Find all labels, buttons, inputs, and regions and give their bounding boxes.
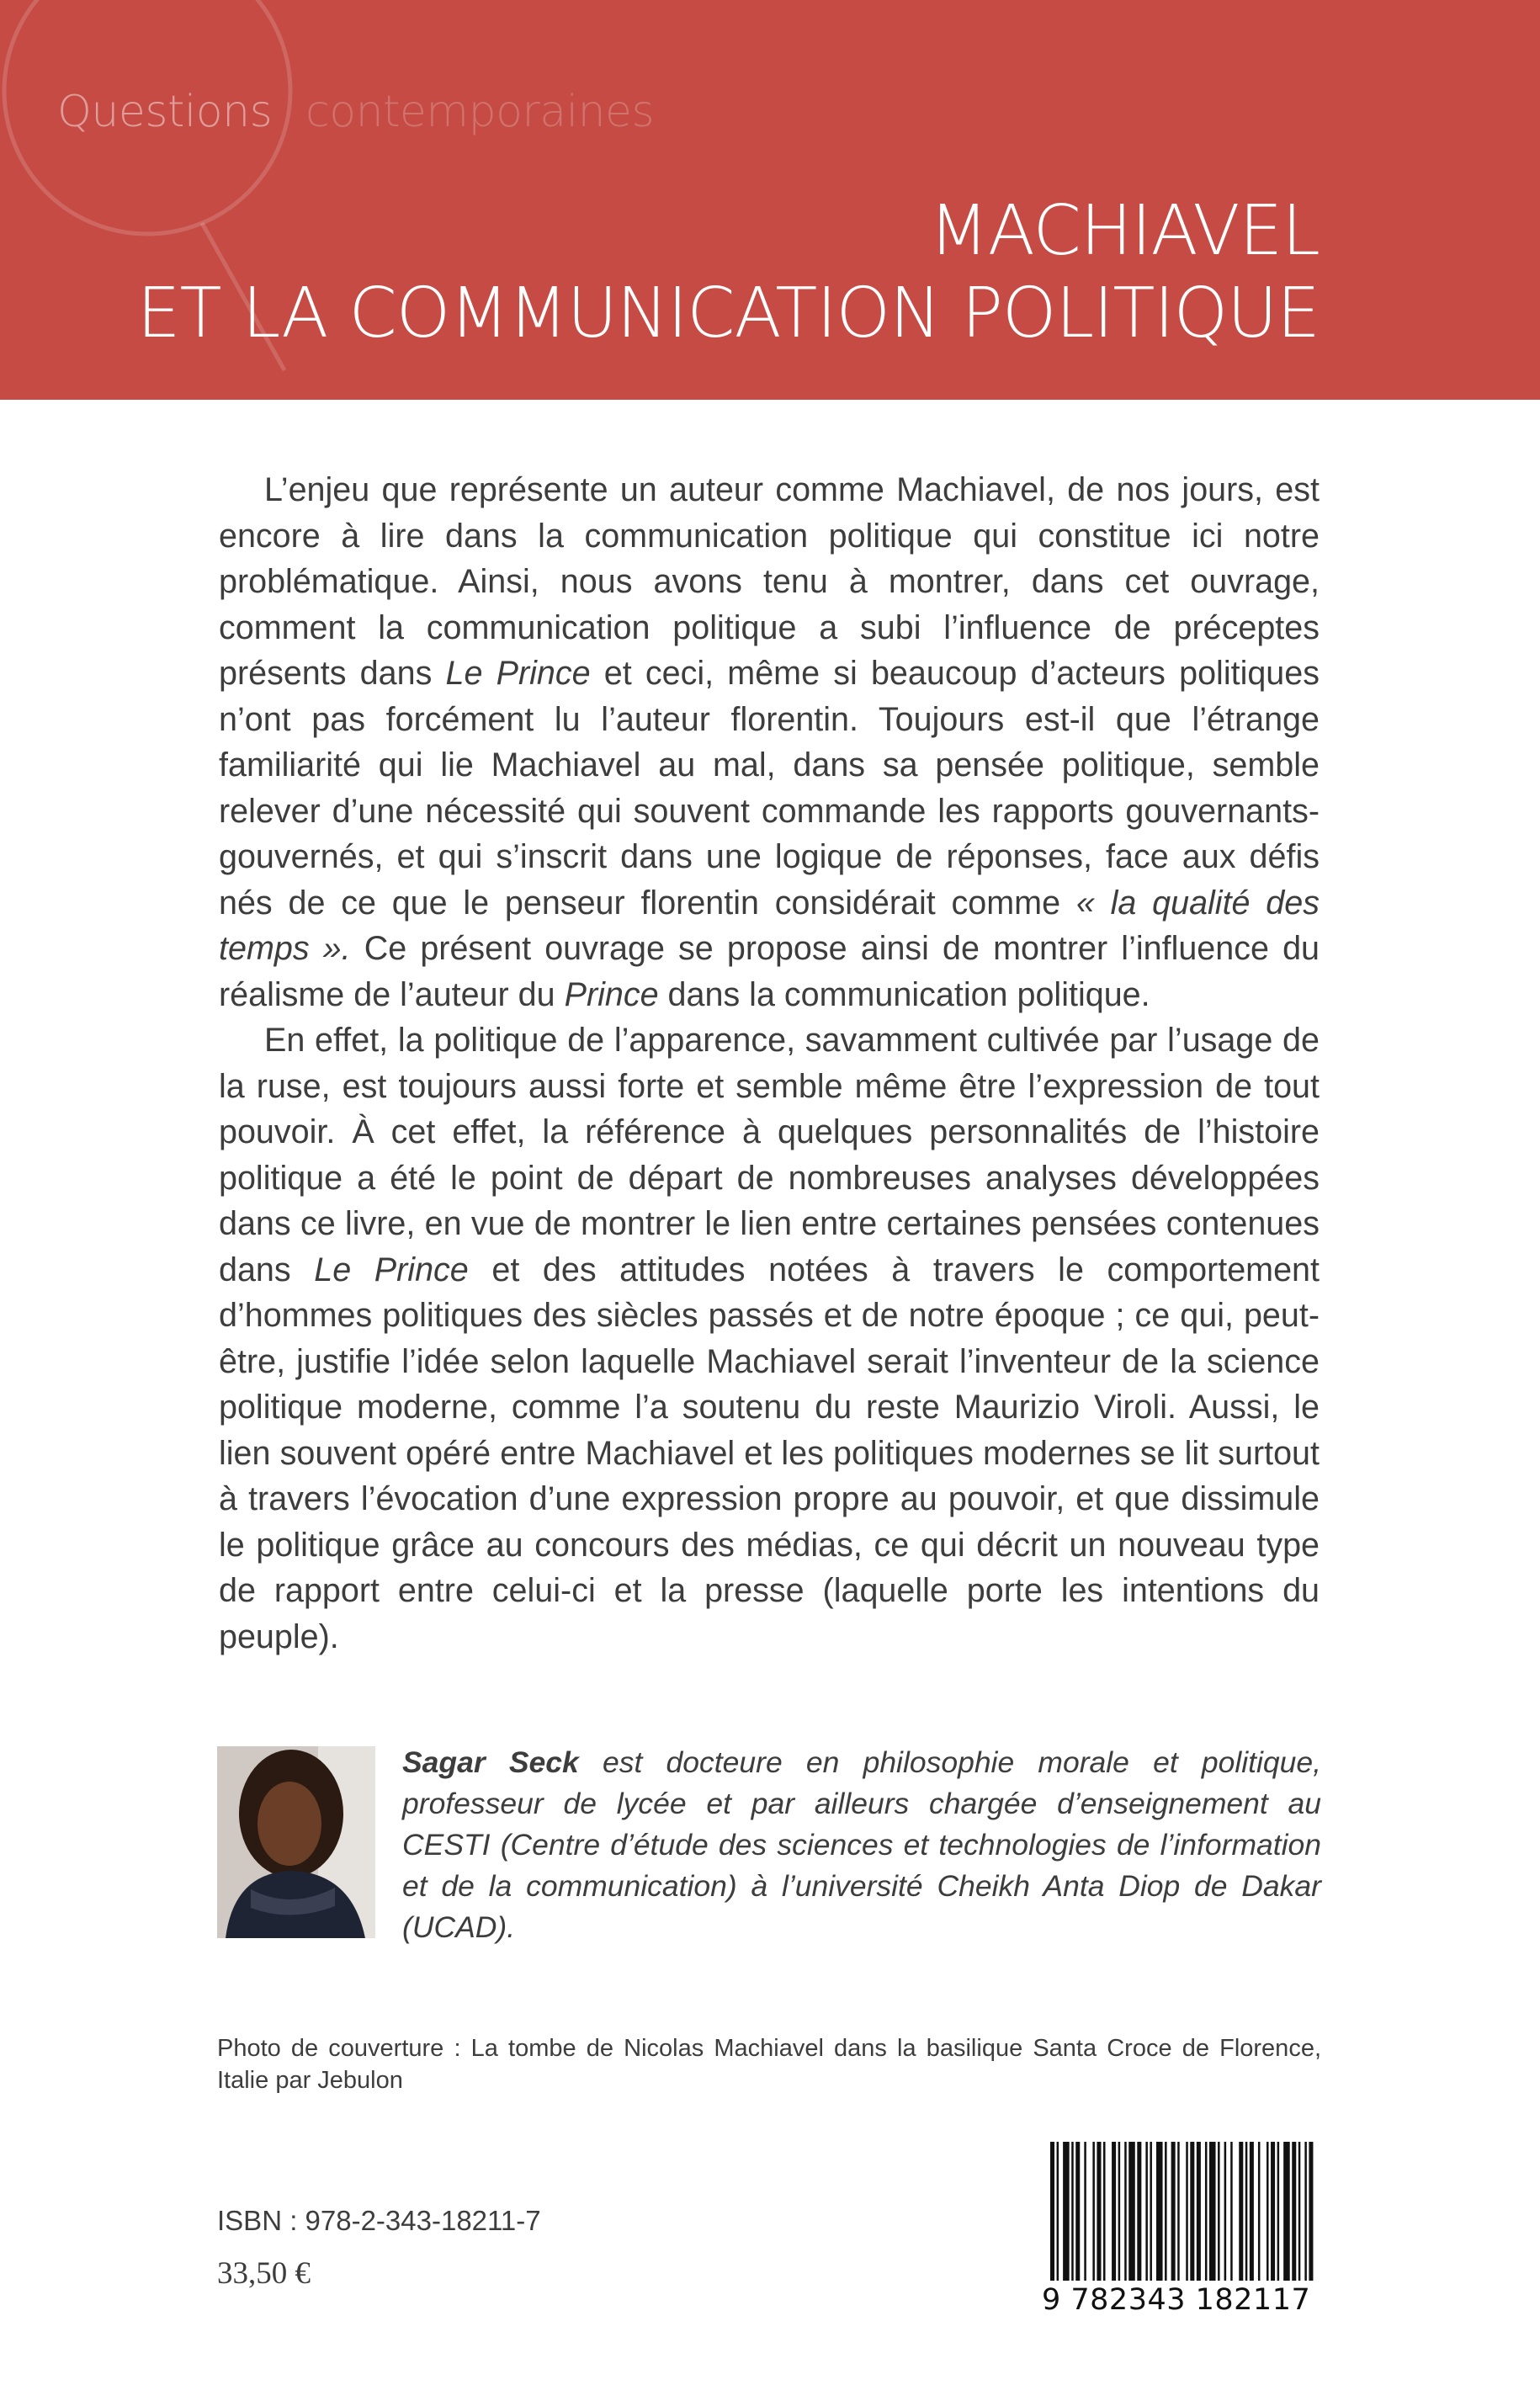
author-name: Sagar Seck [402, 1745, 579, 1779]
book-title-line-2: ET LA COMMUNICATION POLITIQUE [136, 274, 1320, 353]
barcode-digits: 9 782343 182117 [1042, 2283, 1311, 2317]
author-bio [402, 1742, 1321, 1948]
author-portrait-icon [217, 1746, 375, 1938]
isbn-text: ISBN : 978-2-343-18211-7 [217, 2205, 541, 2236]
summary-paragraph-2: En effet, la politique de l’apparence, savamment cultivée par l’usage de la ruse, est toujours aussi forte et semble même être l’expression de tout pouvoir. À cet effet, la référence à quelques personnalités de l’histoire politique a été le point de départ de nombreuses analyses développées dans ce livre, en vue de montrer le lien entre certaines pensées contenues dans Le Prince et des attitudes notées à travers le comportement d’hommes politiques des siècles passés et de notre époque ; ce qui, peut-être, justifie l’idée selon laquelle Machiavel serait l’inventeur de la science politique moderne, comme l’a soutenu du reste Maurizio Viroli. Aussi, le lien souvent opéré entre Machiavel et les politiques modernes se lit surtout à travers l’évocation d’une expression propre au pouvoir, et que dissimule le politique grâce au concours des médias, ce qui décrit un nouveau type de rapport entre celui-ci et la presse (laquelle porte les intentions du peuple). [219, 1022, 1320, 1655]
series-word-questions: Questions [57, 87, 273, 137]
summary-paragraph-1: L’enjeu que représente un auteur comme Machiavel, de nos jours, est encore à lire dans la communication politique qui constitue ici notre problématique. Ainsi, nous avons tenu à montrer, dans cet ouvrage, comment la communication politique a subi l’influence de préceptes présents dans Le Prince et ceci, même si beaucoup d’acteurs politiques n’ont pas forcément lu l’auteur florentin. Toujours est-il que l’étrange familiarité qui lie Machiavel au mal, dans sa pensée politique, semble relever d’une nécessité qui souvent commande les rapports gouvernants-gouvernés, et qui s’inscrit dans une logique de réponses, face aux défis nés de ce que le penseur florentin considérait comme « la qualité des temps ». Ce présent ouvrage se propose ainsi de montrer l’influence du réalisme de l’auteur du Prince dans la communication politique. [219, 471, 1320, 1013]
series-word-contemporaines: contemporaines [305, 87, 655, 137]
summary-text [219, 467, 1320, 1660]
photo-credit: Photo de couverture : La tombe de Nicolas Machiavel dans la basilique Santa Croce de Florence, Italie par Jebulon [217, 2035, 1321, 2094]
author-bio-text: est docteure en philosophie morale et politique, professeur de lycée et par ailleurs chargée d’enseignement au CESTI (Centre d’étude des sciences et technologies de l’information et de la communication) à l’université Cheikh Anta Diop de Dakar (UCAD). [402, 1745, 1322, 1944]
price-text: 33,50 € [217, 2256, 311, 2291]
book-title-line-1: MACHIAVEL [929, 191, 1320, 271]
series-name [57, 87, 654, 137]
author-photo [217, 1746, 375, 1938]
header-band [0, 0, 1540, 400]
barcode-icon [1050, 2142, 1320, 2281]
